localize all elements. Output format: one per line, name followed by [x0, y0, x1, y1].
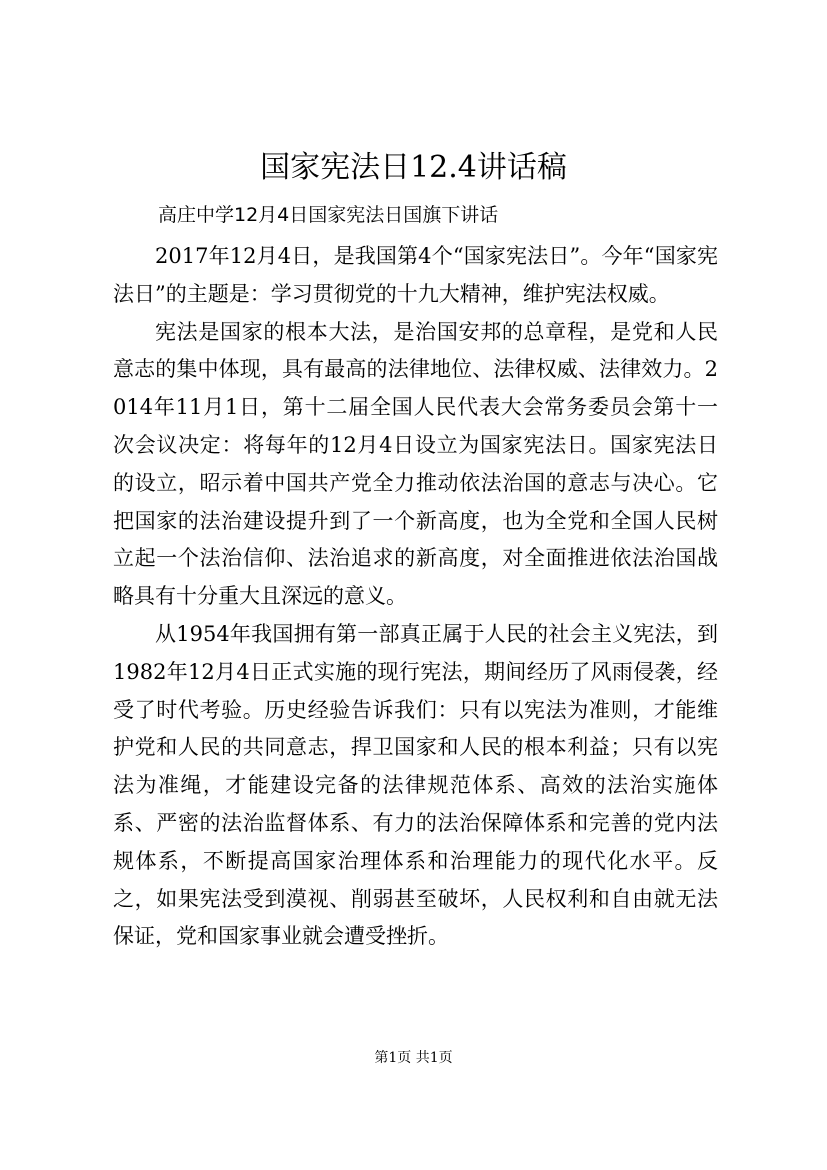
page-number-footer: 第1页 共1页: [374, 1050, 453, 1066]
document-title: 国家宪法日12.4讲话稿: [260, 150, 567, 185]
paragraph-3: 从1954年我国拥有第一部真正属于人民的社会主义宪法，到1982年12月4日正式实施的现行宪法，期间经历了风雨侵袭，经受了时代考验。历史经验告诉我们：只有以宪法为准则，才能维护党和人民的共同意志，捍卫国家和人民的根本利益；只有以宪法为准绳，才能建设完备的法律规范体系、高效的法治实施体系、严密的法治监督体系、有力的法治保障体系和完善的党内法规体系，不断提高国家治理体系和治理能力的现代化水平。反之，如果宪法受到漠视、削弱甚至破坏，人民权利和自由就无法保证，党和国家事业就会遭受挫折。: [113, 621, 718, 949]
document-subtitle: 高庄中学12月4日国家宪法日国旗下讲话: [158, 204, 499, 226]
paragraph-1: 2017年12月4日，是我国第4个“国家宪法日”。今年“国家宪法日”的主题是：学习贯彻党的十九大精神，维护宪法权威。: [113, 244, 718, 306]
document-body: [113, 238, 718, 956]
paragraph-2: 宪法是国家的根本大法，是治国安邦的总章程，是党和人民意志的集中体现，具有最高的法律地位、法律权威、法律效力。2014年11月1日，第十二届全国人民代表大会常务委员会第十一次会议决定：将每年的12月4日设立为国家宪法日。国家宪法日的设立，昭示着中国共产党全力推动依法治国的意志与决心。它把国家的法治建设提升到了一个新高度，也为全党和全国人民树立起一个法治信仰、法治追求的新高度，对全面推进依法治国战略具有十分重大且深远的意义。: [113, 319, 718, 609]
